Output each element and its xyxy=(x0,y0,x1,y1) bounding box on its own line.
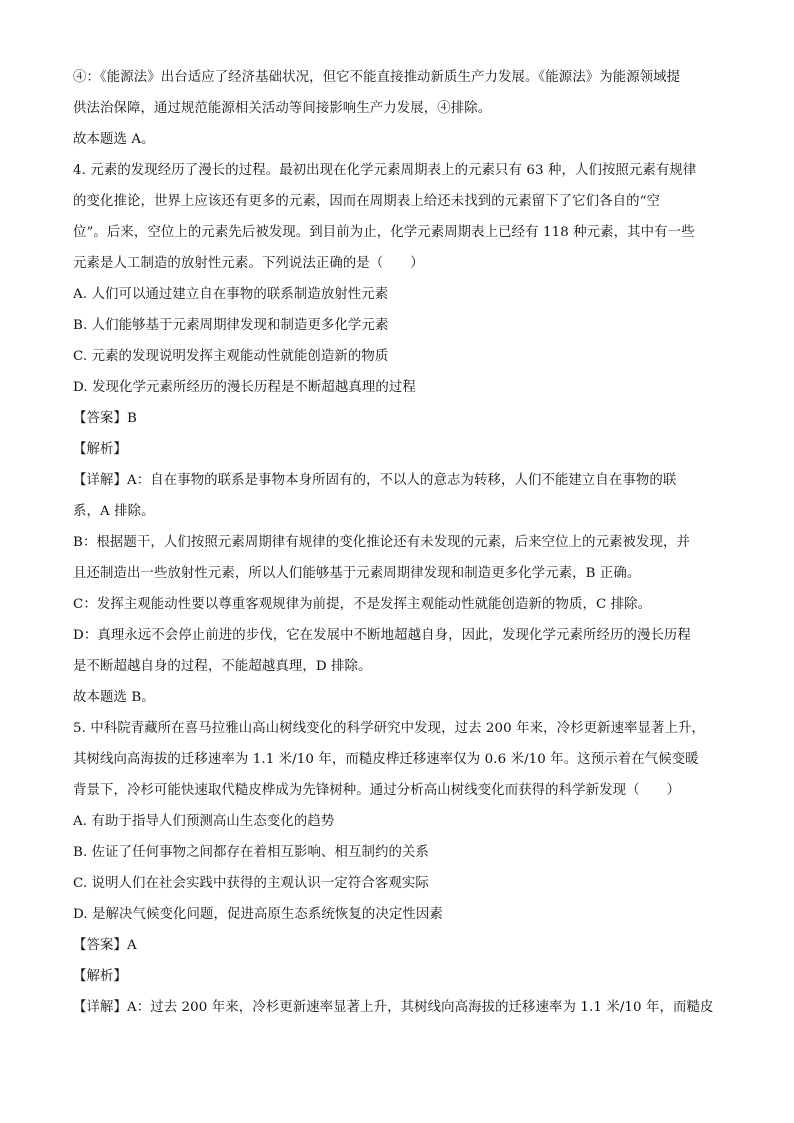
text-line: 元素是人工制造的放射性元素。下列说法正确的是（ ） xyxy=(73,256,424,271)
text-line: C. 说明人们在社会实践中获得的主观认识一定符合客观实际 xyxy=(73,876,429,891)
text-line: 位”。后来，空位上的元素先后被发现。到目前为止，化学元素周期表上已经有 118 种元素，其中有一些 xyxy=(73,225,695,240)
text-line: A. 人们可以通过建立自在事物的联系制造放射性元素 xyxy=(73,287,389,302)
text-line: 【解析】 xyxy=(73,442,127,457)
text-line: D. 是解决气候变化问题，促进高原生态系统恢复的决定性因素 xyxy=(73,907,443,922)
text-line: 故本题选 A。 xyxy=(73,132,155,147)
text-line: ④：《能源法》出台适应了经济基础状况，但它不能直接推动新质生产力发展。《能源法》为能源领域提 xyxy=(73,70,681,85)
text-line: 的变化推论，世界上应该还有更多的元素，因而在周期表上给还未找到的元素留下了它们各自的“空 xyxy=(73,194,661,209)
text-line: D：真理永远不会停止前进的步伐，它在发展中不断地超越自身，因此，发现化学元素所经历的漫长历程 xyxy=(73,628,691,643)
text-line: B：根据题干，人们按照元素周期律有规律的变化推论还有未发现的元素，后来空位上的元素被发现，并 xyxy=(73,535,691,550)
text-line: C. 元素的发现说明发挥主观能动性就能创造新的物质 xyxy=(73,349,389,364)
text-line: 5. 中科院青藏所在喜马拉雅山高山树线变化的科学研究中发现，过去 200 年来，冷杉更新速率显著上升， xyxy=(73,721,705,736)
text-line: 【详解】A：过去 200 年来，冷杉更新速率显著上升，其树线向高海拔的迁移速率为 1.1 米/10 年，而糙皮 xyxy=(73,1000,714,1015)
document-page xyxy=(73,62,723,1023)
text-line: A. 有助于指导人们预测高山生态变化的趋势 xyxy=(73,814,335,829)
text-line: D. 发现化学元素所经历的漫长历程是不断超越真理的过程 xyxy=(73,380,416,395)
text-line: 是不断超越自身的过程，不能超越真理，D 排除。 xyxy=(73,659,372,674)
text-line: 【答案】A xyxy=(73,938,137,953)
text-line: 且还制造出一些放射性元素，所以人们能够基于元素周期律发现和制造更多化学元素，B 正确。 xyxy=(73,566,641,581)
text-line: 【解析】 xyxy=(73,969,127,984)
text-line: 供法治保障，通过规范能源相关活动等间接影响生产力发展，④排除。 xyxy=(73,101,492,116)
text-line: B. 人们能够基于元素周期律发现和制造更多化学元素 xyxy=(73,318,389,333)
text-line: 其树线向高海拔的迁移速率为 1.1 米/10 年，而糙皮桦迁移速率仅为 0.6 米/10 年。这预示着在气候变暖 xyxy=(73,752,699,767)
text-line: 系，A 排除。 xyxy=(73,504,155,519)
text-line: 【详解】A：自在事物的联系是事物本身所固有的，不以人的意志为转移，人们不能建立自在事物的联 xyxy=(73,473,677,488)
text-line: C：发挥主观能动性要以尊重客观规律为前提，不是发挥主观能动性就能创造新的物质，C 排除。 xyxy=(73,597,652,612)
text-line: 【答案】B xyxy=(73,411,137,426)
text-line: B. 佐证了任何事物之间都存在着相互影响、相互制约的关系 xyxy=(73,845,429,860)
text-line: 故本题选 B。 xyxy=(73,690,155,705)
text-line: 背景下，冷杉可能快速取代糙皮桦成为先锋树种。通过分析高山树线变化而获得的科学新发现（ ） xyxy=(73,783,681,798)
text-line: 4. 元素的发现经历了漫长的过程。最初出现在化学元素周期表上的元素只有 63 种，人们按照元素有规律 xyxy=(73,163,697,178)
